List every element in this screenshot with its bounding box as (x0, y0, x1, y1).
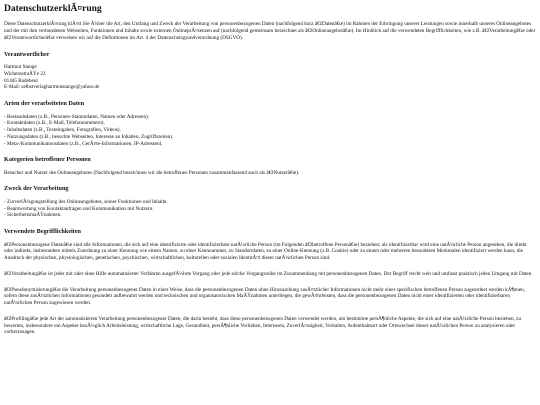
responsible-street: WichernstraÃŸe 22 (4, 70, 46, 77)
intro-paragraph: Diese DatenschutzerklÃ¤rung klÃ¤rt Sie Ã¼ber die Art, den Umfang und Zweck der Verarbeitung von personenbezogenen Daten (nachfolgend kurz â€žDatenâ€œ) im Rahmen der Erbringung unserer Leistungen sowie innerhalb unseres Onlineangebotes und der mit ihm verbundenen Webseiten, Funktionen und Inhalte sowie externen OnlineprÃ¤senzen auf (nachfolgend gemeinsam bezeichnet als â€žOnlineangebotâ€œ). Im Hinblick auf die verwendeten Begrifflichkeiten, wie z.B. â€žVerarbeitungâ€œ oder â€žVerantwortlicherâ€œ verweisen wir auf die Definitionen im Art. 4 der Datenschutzgrundverordnung (DSGVO). (4, 21, 536, 41)
terms-paragraph-profiling: â€žProfilingâ€œ jede Art der automatisierten Verarbeitung personenbezogener Daten, die darin besteht, dass diese personenbezogenen Daten verwendet werden, um bestimmte persÃ¶nliche Aspekte, die sich auf eine natÃ¼rliche Person beziehen, zu bewerten, insbesondere um Aspekte bezÃ¼glich Arbeitsleistung, wirtschaftliche Lage, Gesundheit, persÃ¶nliche Vorlieben, Interessen, ZuverlÃ¤ssigkeit, Verhalten, Aufenthaltsort oder Ortswechsel dieser natÃ¼rlichen Person zu analysieren oder vorherzusagen. (4, 315, 522, 336)
list-item: - Meta-/Kommunikationsdaten (z.B., GerÃ¤te-Informationen, IP-Adressen). (4, 140, 163, 147)
responsible-name: Hartmut Stange (4, 64, 37, 71)
terms-paragraph-personal-data: â€žPersonenbezogene Datenâ€œ sind alle Informationen, die sich auf eine identifizierte oder identifizierbare natÃ¼rliche Person (im Folgenden â€žbetroffene Personâ€œ) beziehen; als identifizierbar wird eine natÃ¼rliche Person angesehen, die direkt oder indirekt, insbesondere mittels Zuordnung zu einer Kennung wie einem Namen, zu einer Kennnummer, zu Standortdaten, zu einer Online-Kennung (z.B. Cookie) oder zu einem oder mehreren besonderen Merkmalen identifiziert werden kann, die Ausdruck der physischen, physiologischen, genetischen, psychischen, wirtschaftlichen, kulturellen oder sozialen IdentitÃ¤t dieser natÃ¼rlichen Person sind. (4, 241, 527, 262)
terms-paragraph-pseudonymisation: â€žPseudonymisierungâ€œ die Verarbeitung personenbezogener Daten in einer Weise, dass die personenbezogenen Daten ohne Hinzuziehung zusÃ¤tzlicher Informationen nicht mehr einer spezifischen betroffenen Person zugeordnet werden kÃ¶nnen, sofern diese zusÃ¤tzlichen Informationen gesondert aufbewahrt werden und technischen und organisatorischen MaÃŸnahmen unterliegen, die gewÃ¤hrleisten, dass die personenbezogenen Daten nicht einer identifizierten oder identifizierbaren natÃ¼rlichen Person zugewiesen werden. (4, 286, 526, 307)
terms-paragraph-processing: â€žVerarbeitungâ€œ ist jeder mit oder ohne Hilfe automatisierter Verfahren ausgefÃ¼hrte Vorgang oder jede solche Vorgangsreihe im Zusammenhang mit personenbezogenen Daten. Der Begriff reicht weit und umfasst praktisch jeden Umgang mit Daten. (4, 270, 533, 277)
terms-heading: Verwendete Begrifflichkeiten (4, 228, 81, 236)
list-item: - Inhaltsdaten (z.B., Texteingaben, Fotografien, Videos). (4, 127, 121, 134)
list-item: - Beantwortung von Kontaktanfragen und Kommunikation mit Nutzern. (4, 205, 154, 212)
purpose-heading: Zweck der Verarbeitung (4, 185, 69, 193)
page-title: DatenschutzerklÃ¤rung (4, 4, 102, 14)
responsible-heading: Verantwortlicher (4, 50, 50, 58)
datatypes-heading: Arten der verarbeiteten Daten (4, 100, 85, 108)
datatypes-list (4, 114, 536, 148)
responsible-email: E-Mail: selbstverlaghartmutstange@yahoo.de (4, 84, 100, 91)
list-item: - Nutzungsdaten (z.B., besuchte Webseiten, Interesse an Inhalten, Zugriffszeiten). (4, 133, 174, 140)
categories-paragraph: Besucher und Nutzer des Onlineangebotes (Nachfolgend bezeichnen wir die betroffenen Personen zusammenfassend auch als â€žNutzerâ€œ). (4, 169, 300, 176)
purpose-list (4, 199, 536, 219)
responsible-city: 01445 Radebeul (4, 77, 38, 84)
list-item: - SicherheitsmaÃŸnahmen. (4, 212, 62, 219)
list-item: - Kontaktdaten (z.B., E-Mail, Telefonnummern). (4, 120, 105, 127)
categories-heading: Kategorien betroffener Personen (4, 156, 91, 164)
responsible-address (4, 64, 536, 91)
list-item: - Bestandsdaten (z.B., Personen-Stammdaten, Namen oder Adressen). (4, 113, 150, 120)
list-item: - ZurverfÃ¼gungstellung des Onlineangebotes, seiner Funktionen und Inhalte. (4, 198, 168, 205)
